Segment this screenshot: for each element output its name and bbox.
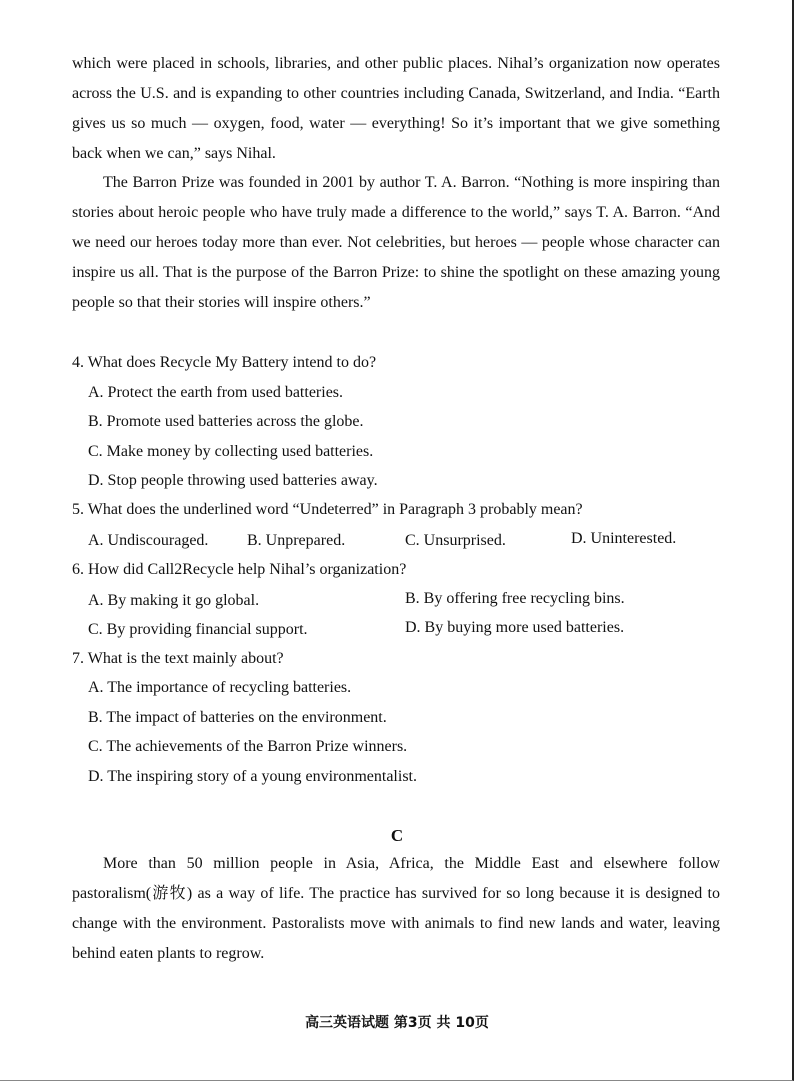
question-5-option-b: B. Unprepared. <box>247 532 346 549</box>
question-4-stem: 4. What does Recycle My Battery intend to do? <box>72 354 377 371</box>
question-5-option-c: C. Unsurprised. <box>405 532 506 549</box>
question-4-option-b: B. Promote used batteries across the globe. <box>88 413 364 430</box>
question-7-stem: 7. What is the text mainly about? <box>72 650 284 667</box>
question-6-option-d: D. By buying more used batteries. <box>405 619 625 636</box>
section-c-title: C <box>390 826 404 845</box>
question-5-option-a: A. Undiscouraged. <box>88 532 209 549</box>
question-6-stem: 6. How did Call2Recycle help Nihal’s organization? <box>72 561 407 578</box>
page-footer: 高三英语试题 第3页 共 10页 <box>305 1015 489 1031</box>
question-6-option-c: C. By providing financial support. <box>88 621 308 638</box>
question-4-option-a: A. Protect the earth from used batteries. <box>88 384 344 401</box>
passage-b-paragraph-continued: which were placed in schools, libraries, and other public places. Nihal’s organization now operates across the U.S. and is expanding to other countries including Canada, Switzerland, and India. “Earth gives us so much — oxygen, food, water — everything! So it’s important that we give something back when we can,” says Nihal. <box>72 55 720 162</box>
question-5-stem: 5. What does the underlined word “Undeterred” in Paragraph 3 probably mean? <box>72 501 583 518</box>
passage-b-paragraph-barron-prize: The Barron Prize was founded in 2001 by author T. A. Barron. “Nothing is more inspiring than stories about heroic people who have truly made a difference to the world,” says T. A. Barron. “And we need our heroes today more than ever. Not celebrities, but heroes — people whose character can inspire us all. That is the purpose of the Barron Prize: to shine the spotlight on these amazing young people so that their stories will inspire others.” <box>72 174 720 311</box>
question-7-option-a: A. The importance of recycling batteries. <box>88 679 352 696</box>
question-7-option-b: B. The impact of batteries on the environment. <box>88 709 387 726</box>
question-4-option-d: D. Stop people throwing used batteries away. <box>88 472 378 489</box>
passage-c-paragraph: More than 50 million people in Asia, Africa, the Middle East and elsewhere follow pastoralism(游牧) as a way of life. The practice has survived for so long because it is designed to change with the environment. Pastoralists move with animals to find new lands and water, leaving behind eaten plants to regrow. <box>72 855 720 962</box>
question-5-option-d: D. Uninterested. <box>571 530 677 547</box>
question-6-option-a: A. By making it go global. <box>88 592 260 609</box>
question-4-option-c: C. Make money by collecting used batteries. <box>88 443 374 460</box>
question-7-option-c: C. The achievements of the Barron Prize winners. <box>88 738 408 755</box>
question-7-option-d: D. The inspiring story of a young environmentalist. <box>88 768 417 785</box>
question-6-option-b: B. By offering free recycling bins. <box>405 590 625 607</box>
